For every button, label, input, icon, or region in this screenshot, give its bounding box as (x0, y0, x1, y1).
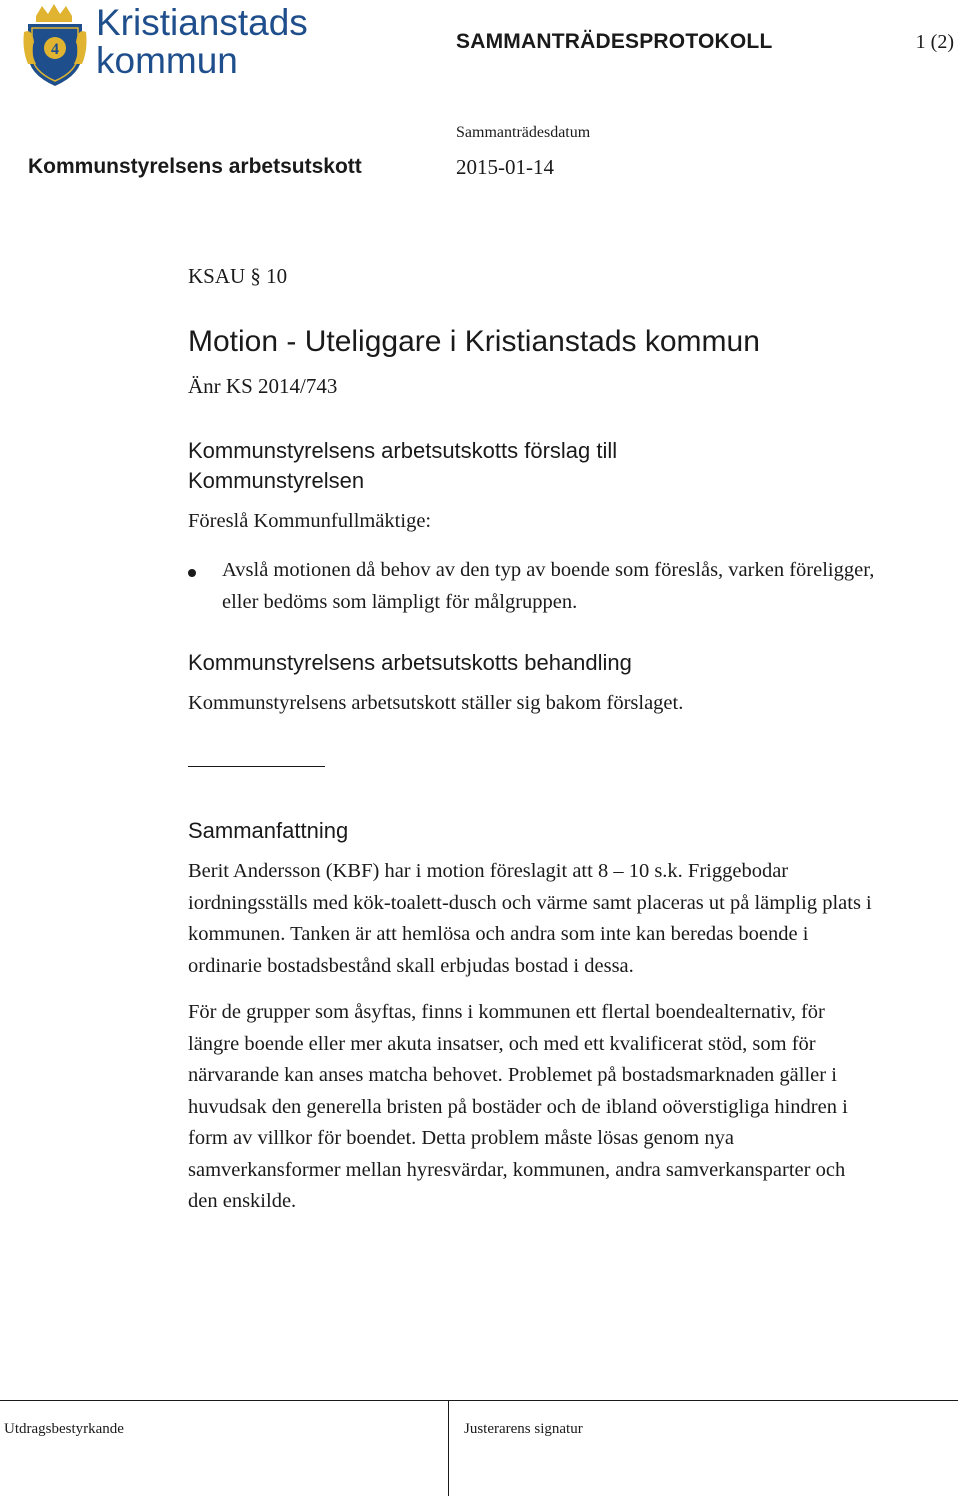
document-type: SAMMANTRÄDESPROTOKOLL (456, 30, 773, 53)
bullet-icon (188, 569, 196, 577)
handling-heading: Kommunstyrelsens arbetsutskotts behandling (188, 650, 632, 675)
summary-heading: Sammanfattning (188, 818, 349, 843)
case-number: Änr KS 2014/743 (188, 374, 338, 398)
footer-rule (0, 1400, 958, 1401)
page-title: Motion - Uteliggare i Kristianstads kommun (188, 325, 760, 358)
proposal-intro: Föreslå Kommunfullmäktige: (188, 510, 432, 532)
footer-column-divider (448, 1400, 449, 1496)
certification-label: Utdragsbestyrkande (4, 1421, 124, 1437)
svg-text:4: 4 (51, 41, 59, 58)
meeting-date-label: Sammanträdesdatum (456, 124, 591, 141)
page-number: 1 (2) (915, 31, 954, 53)
committee-name: Kommunstyrelsens arbetsutskott (28, 155, 362, 178)
summary-paragraph-1: Berit Andersson (KBF) har i motion föreslagit att 8 – 10 s.k. Friggebodar iordningsställs med kök-toalett-dusch och värme samt placeras ut på lämplig plats i kommunen. Tanken är att hemlösa och andra som inte kan beredas boende i ordinarie bostadsbestånd skall erbjudas bostad i dessa. (188, 860, 872, 977)
paragraph-id: KSAU § 10 (188, 264, 288, 288)
meeting-date: 2015-01-14 (456, 155, 554, 179)
proposal-heading (188, 436, 617, 496)
logo-text-line1: Kristianstads (96, 2, 308, 43)
proposal-bullet-item: Avslå motionen då behov av den typ av boende som föreslås, varken föreligger, eller bedöms som lämpligt för målgruppen. (222, 559, 875, 613)
proposal-heading-line1: Kommunstyrelsens arbetsutskotts förslag till (188, 438, 618, 463)
logo-text-line2: kommun (96, 40, 238, 81)
proposal-heading-line2: Kommunstyrelsen (188, 468, 365, 493)
municipality-logo (22, 2, 312, 88)
section-divider (188, 766, 325, 767)
handling-text: Kommunstyrelsens arbetsutskott ställer sig bakom förslaget. (188, 692, 684, 714)
adjuster-signature-label: Justerarens signatur (464, 1421, 583, 1437)
summary-paragraph-2: För de grupper som åsyftas, finns i kommunen ett flertal boendealternativ, för längre boende eller mer akuta insatser, och med ett kvalificerat stöd, som för närvarande kan anses matcha behovet. Problemet på bostadsmarknaden gäller i huvudsak den generella bristen på bostäder och de ibland oöverstigliga hindren i form av villkor för boendet. Detta problem måste lösas genom nya samverkansformer mellan hyresvärdar, kommunen, andra samverkansparter och den enskilde. (188, 1001, 848, 1212)
